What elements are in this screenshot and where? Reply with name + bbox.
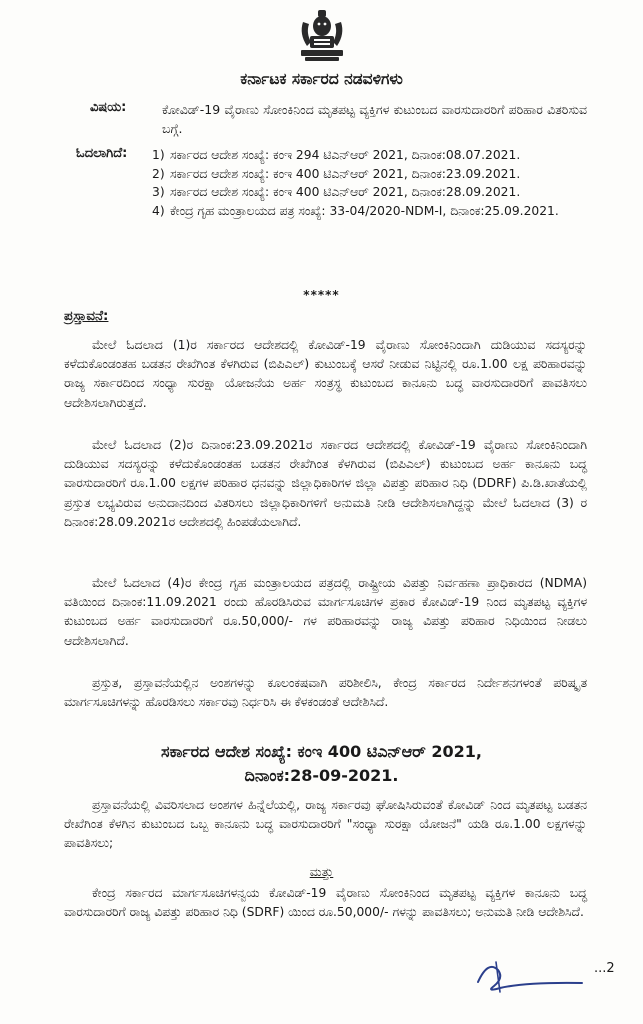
order-title-line-2: ದಿನಾಂಕ:28-09-2021. [244, 766, 399, 785]
reference-number: 4) [152, 203, 165, 218]
reference-text: ಸರ್ಕಾರದ ಆದೇಶ ಸಂಖ್ಯೆ: ಕಂಇ 400 ಟಿಎನ್‌ಆರ್ 2021, ದಿನಾಂಕ:23.09.2021. [170, 166, 521, 181]
reference-item [152, 183, 588, 202]
preamble-title: ಪ್ರಸ್ತಾವನೆ: [64, 308, 109, 324]
subject-text: ಕೋವಿಡ್-19 ವೈರಾಣು ಸೋಂಕಿನಿಂದ ಮೃತಪಟ್ಟ ವ್ಯಕ್ತಿಗಳ ಕುಟುಂಬದ ವಾರಸುದಾರರಿಗೆ ಪರಿಹಾರ ವಿತರಿಸುವ ಬಗ್ಗೆ. [162, 102, 587, 136]
karnataka-emblem-icon [293, 6, 351, 64]
reference-text: ಸರ್ಕಾರದ ಆದೇಶ ಸಂಖ್ಯೆ: ಕಂಇ 400 ಟಿಎನ್‌ಆರ್ 2021, ದಿನಾಂಕ:28.09.2021. [170, 185, 521, 199]
reference-number: 1) [152, 148, 165, 162]
reference-text: ಕೇಂದ್ರ ಗೃಹ ಮಂತ್ರಾಲಯದ ಪತ್ರ ಸಂಖ್ಯೆ: 33-04/2020-NDM-I, ದಿನಾಂಕ:25.09.2021. [170, 203, 559, 218]
order-paragraph-2: ಕೇಂದ್ರ ಸರ್ಕಾರದ ಮಾರ್ಗಸೂಚಿಗಳನ್ವಯ ಕೋವಿಡ್-19 ವೈರಾಣು ಸೋಂಕಿನಿಂದ ಮೃತಪಟ್ಟ ವ್ಯಕ್ತಿಗಳ ಕಾನೂನು ಬದ್ಧ ವಾರಸುದಾರರಿಗೆ ರಾಜ್ಯ ವಿಪತ್ತು ಪರಿಹಾರ ನಿಧಿ (SDRF) ಯಿಂದ ರೂ.50,000/- ಗಳನ್ನು ಪಾವತಿಸಲು; ಅನುಮತಿ ನೀಡಿ ಆದೇಶಿಸಿದೆ. [64, 886, 587, 920]
preamble-paragraph-3: ಮೇಲೆ ಓದಲಾದ (4)ರ ಕೇಂದ್ರ ಗೃಹ ಮಂತ್ರಾಲಯದ ಪತ್ರದಲ್ಲಿ ರಾಷ್ಟ್ರೀಯ ವಿಪತ್ತು ನಿರ್ವಹಣಾ ಪ್ರಾಧಿಕಾರದ (NDMA) ವತಿಯಿಂದ ದಿನಾಂಕ:11.09.2021 ರಂದು ಹೊರಡಿಸಿರುವ ಮಾರ್ಗಸೂಚಿಗಳ ಪ್ರಕಾರ ಕೋವಿಡ್-19 ನಿಂದ ಮೃತಪಟ್ಟ ವ್ಯಕ್ತಿಗಳ ಕುಟುಂಬದ ಅರ್ಹ ವಾರಸುದಾರರಿಗೆ ರೂ.50,000/- ಗಳ ಪರಿಹಾರವನ್ನು ರಾಜ್ಯ ವಿಪತ್ತು ಪರಿಹಾರ ನಿಧಿಯಿಂದ ನೀಡಲು ಆದೇಶಿಸಲಾಗಿದೆ. [64, 576, 587, 648]
references-label: ಓದಲಾಗಿದೆ: [76, 146, 128, 161]
order-title-line-1: ಸರ್ಕಾರದ ಆದೇಶ ಸಂಖ್ಯೆ: ಕಂಇ 400 ಟಿಎನ್‌ಆರ್ 2021, [161, 742, 482, 761]
preamble-paragraph-1: ಮೇಲೆ ಓದಲಾದ (1)ರ ಸರ್ಕಾರದ ಆದೇಶದಲ್ಲಿ ಕೋವಿಡ್-19 ವೈರಾಣು ಸೋಂಕಿನಿಂದಾಗಿ ದುಡಿಯುವ ಸದಸ್ಯರನ್ನು ಕಳೆದುಕೊಂಡಂತಹ ಬಡತನ ರೇಖೆಗಿಂತ ಕೆಳಗಿರುವ (ಬಿಪಿಎಲ್) ಕುಟುಂಬಕ್ಕೆ ಆಸರೆ ನೀಡುವ ನಿಟ್ಟಿನಲ್ಲಿ ರೂ.1.00 ಲಕ್ಷ ಪರಿಹಾರವನ್ನು ರಾಜ್ಯ ಸರ್ಕಾರದಿಂದ ಸಂಧ್ಯಾ ಸುರಕ್ಷಾ ಯೋಜನೆಯ ಅರ್ಹ ಸಂತ್ರಸ್ಥ ಕುಟುಂಬದ ಕಾನೂನು ಬದ್ಧ ವಾರಸುದಾರರಿಗೆ ಪಾವತಿಸಲು ಆದೇಶಿಸಲಾಗಿರುತ್ತದೆ. [64, 338, 587, 410]
subject-label: ವಿಷಯ: [90, 100, 127, 115]
preamble-paragraph-4: ಪ್ರಸ್ತುತ, ಪ್ರಸ್ತಾವನೆಯಲ್ಲಿನ ಅಂಶಗಳನ್ನು ಕೂಲಂಕಷವಾಗಿ ಪರಿಶೀಲಿಸಿ, ಕೇಂದ್ರ ಸರ್ಕಾರದ ನಿರ್ದೇಶನಗಳಂತೆ ಪರಿಷ್ಕೃತ ಮಾರ್ಗಸೂಚಿಗಳನ್ನು ಹೊರಡಿಸಲು ಸರ್ಕಾರವು ನಿರ್ಧರಿಸಿ ಈ ಕೆಳಕಂಡಂತೆ ಆದೇಶಿಸಿದೆ. [64, 676, 587, 710]
reference-item [152, 202, 588, 221]
reference-number: 2) [152, 166, 165, 181]
signature-icon [470, 952, 590, 1000]
document-heading: ಕರ್ನಾಟಕ ಸರ್ಕಾರದ ನಡವಳಿಗಳು [240, 70, 403, 88]
reference-number: 3) [152, 185, 165, 199]
page-number: ...2 [594, 961, 615, 976]
reference-item [152, 146, 588, 165]
and-connector-text: ಮತ್ತು [309, 864, 334, 879]
references-list [152, 146, 588, 220]
order-paragraph-1: ಪ್ರಸ್ತಾವನೆಯಲ್ಲಿ ವಿವರಿಸಲಾದ ಅಂಶಗಳ ಹಿನ್ನೆಲೆಯಲ್ಲಿ, ರಾಜ್ಯ ಸರ್ಕಾರವು ಘೋಷಿಸಿರುವಂತೆ ಕೋವಿಡ್ ನಿಂದ ಮೃತಪಟ್ಟ ಬಡತನ ರೇಖೆಗಿಂತ ಕೆಳಗಿನ ಕುಟುಂಬದ ಒಬ್ಬ ಕಾನೂನು ಬದ್ಧ ವಾರಸುದಾರರಿಗೆ "ಸಂಧ್ಯಾ ಸುರಕ್ಷಾ ಯೋಜನೆ" ಯಡಿ ರೂ.1.00 ಲಕ್ಷಗಳನ್ನು ಪಾವತಿಸಲು; [64, 798, 587, 851]
preamble-paragraph-2: ಮೇಲೆ ಓದಲಾದ (2)ರ ದಿನಾಂಕ:23.09.2021ರ ಸರ್ಕಾರದ ಆದೇಶದಲ್ಲಿ ಕೋವಿಡ್-19 ವೈರಾಣು ಸೋಂಕಿನಿಂದಾಗಿ ದುಡಿಯುವ ಸದಸ್ಯರನ್ನು ಕಳೆದುಕೊಂಡಂತಹ ಬಡತನ ರೇಖೆಗಿಂತ ಕೆಳಗಿರುವ (ಬಿಪಿಎಲ್) ಕುಟುಂಬದ ಅರ್ಹ ಕಾನೂನು ಬದ್ಧ ವಾರಸುದಾರರಿಗೆ ರೂ.1.00 ಲಕ್ಷಗಳ ಪರಿಹಾರ ಧನವನ್ನು ಜಿಲ್ಲಾಧಿಕಾರಿಗಳ ಜಿಲ್ಲಾ ವಿಪತ್ತು ಪರಿಹಾರ ನಿಧಿ (DDRF) ಪಿ.ಡಿ.ಖಾತೆಯಲ್ಲಿ ಪ್ರಸ್ತುತ ಲಭ್ಯವಿರುವ ಅನುದಾನದಿಂದ ವಿತರಿಸಲು ಜಿಲ್ಲಾಧಿಕಾರಿಗಳಿಗೆ ಅನುಮತಿ ನೀಡಿ ಆದೇಶಿಸಲಾಗಿದ್ದನ್ನು ಮೇಲೆ ಓದಲಾದ (3) ರ ದಿನಾಂಕ:28.09.2021ರ ಆದೇಶದಲ್ಲಿ ಹಿಂಪಡೆಯಲಾಗಿದೆ. [64, 438, 587, 529]
section-separator: ***** [303, 288, 340, 302]
and-connector [0, 864, 643, 880]
order-title [0, 740, 643, 788]
reference-item [152, 165, 588, 184]
reference-text: ಸರ್ಕಾರದ ಆದೇಶ ಸಂಖ್ಯೆ: ಕಂಇ 294 ಟಿಎನ್‌ಆರ್ 2021, ದಿನಾಂಕ:08.07.2021. [170, 148, 521, 162]
